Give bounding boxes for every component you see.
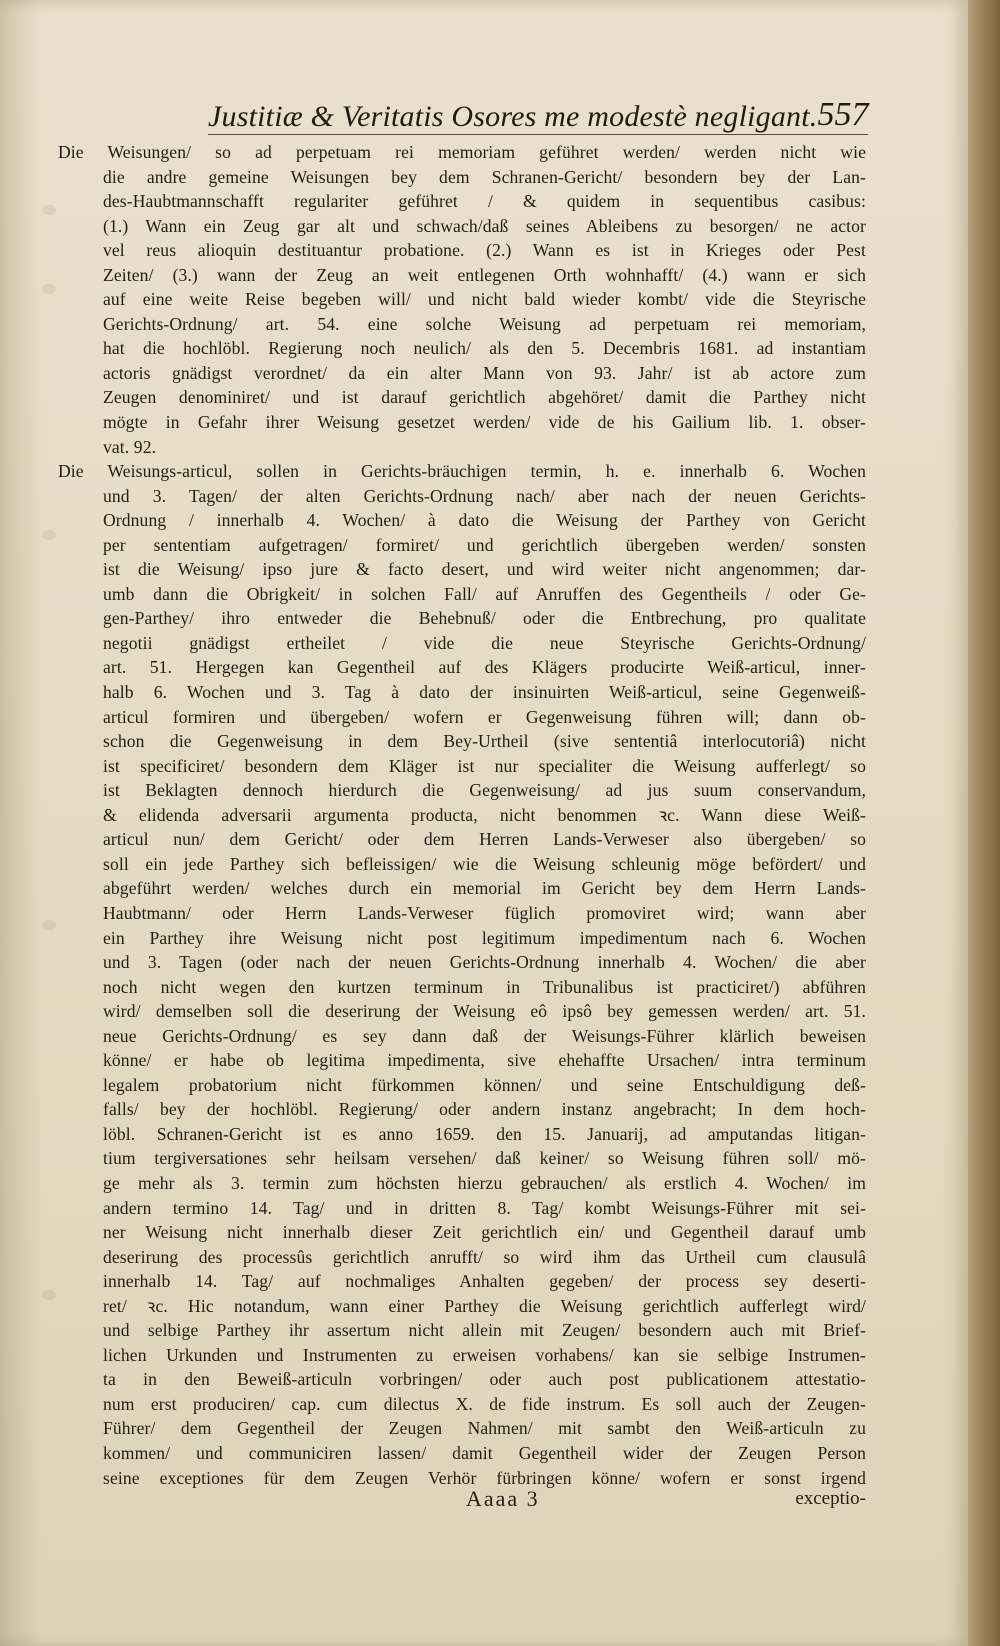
text-line: ner Weisung nicht innerhalb dieser Zeit gerichtlich ein/ und Gegentheil darauf umb <box>103 1222 866 1243</box>
text-line: seine exceptiones für dem Zeugen Verhör fürbringen könne/ wofern er sonst irgend <box>103 1467 866 1488</box>
text-line: ein Parthey ihre Weisung nicht post legitimum impedimentum nach 6. Wochen <box>103 927 866 948</box>
text-line: gen-Parthey/ ihro entweder die Behebnuß/ oder die Entbrechung, pro qualitate <box>103 608 866 629</box>
text-line: und selbige Parthey ihr assertum nicht allein mit Zeugen/ besondern auch mit Brief- <box>103 1320 866 1341</box>
text-line: lichen Urkunden und Instrumenten zu erweisen vorhabens/ kan sie selbige Instrumen- <box>103 1344 866 1365</box>
gutter-shadow <box>0 0 42 1646</box>
text-line: und 3. Tagen (oder nach der neuen Gerichts-Ordnung innerhalb 4. Wochen/ die aber <box>103 952 866 973</box>
catchword: exceptio- <box>795 1488 866 1509</box>
page-edge <box>968 0 1000 1646</box>
text-line: innerhalb 14. Tag/ auf nochmaliges Anhalten gegeben/ der process sey deserti- <box>103 1271 866 1292</box>
page-number: 557 <box>817 96 869 133</box>
text-line: löbl. Schranen-Gericht ist es anno 1659. den 15. Januarij, ad amputandas litigan- <box>103 1123 866 1144</box>
text-line: schon die Gegenweisung in dem Bey-Urtheil (sive sententiâ interlocutoriâ) nicht <box>103 731 866 752</box>
text-line: deserirung des processûs gerichtlich anrufft/ so wird ihm das Urtheil cum clausulâ <box>103 1246 866 1267</box>
text-line: Führer/ dem Gegentheil der Zeugen Nahmen/ mit sambt den Weiß-articuln zu <box>103 1418 866 1439</box>
text-line: mögte in Gefahr ihrer Weisung gesetzet werden/ vide de his Gailium lib. 1. obser- <box>103 412 866 433</box>
text-line: die andre gemeine Weisungen bey dem Schranen-Gericht/ besondern bey der Lan- <box>103 166 866 187</box>
text-line: art. 51. Hergegen kan Gegentheil auf des Klägers producirte Weiß-articul, inner- <box>103 657 866 678</box>
text-line: hat die hochlöbl. Regierung noch neulich/ als den 5. Decembris 1681. ad instantiam <box>103 338 866 359</box>
text-line: ist Beklagten dennoch hierdurch die Gegenweisung/ ad jus suum conservandum, <box>103 780 866 801</box>
text-line: noch nicht wegen den kurtzen terminum in Tribunalibus ist practiciret/) abführen <box>103 976 866 997</box>
text-line: auf eine weite Reise begeben will/ und nicht bald wieder kombt/ vide die Steyrische <box>103 289 866 310</box>
text-line: ge mehr als 3. termin zum höchsten hierzu gebrauchen/ als erstlich 4. Wochen/ im <box>103 1172 866 1193</box>
page-header <box>208 92 868 135</box>
text-line: vel reus alioquin destituantur probatione. (2.) Wann es ist in Krieges oder Pest <box>103 240 866 261</box>
text-line: und 3. Tagen/ der alten Gerichts-Ordnung nach/ aber nach der neuen Gerichts- <box>103 485 866 506</box>
text-line: ta in den Beweiß-articuln vorbringen/ oder auch post publicationem attestatio- <box>103 1369 866 1390</box>
text-line: Gerichts-Ordnung/ art. 54. eine solche Weisung ad perpetuam rei memoriam, <box>103 313 866 334</box>
bleed-through-mark <box>42 920 56 930</box>
text-line: neue Gerichts-Ordnung/ es sey dann daß der Weisungs-Führer klärlich beweisen <box>103 1025 866 1046</box>
text-line: (1.) Wann ein Zeug gar alt und schwach/daß seines Ableibens zu besorgen/ ne actor <box>103 215 866 236</box>
text-line: Zeugen denominiret/ und ist darauf gerichtlich abgehöret/ damit die Parthey nicht <box>103 387 866 408</box>
text-line: ret/ ꝛc. Hic notandum, wann einer Parthey die Weisung gerichtlich aufferlegt wird/ <box>103 1295 866 1316</box>
text-line: per sententiam aufgetragen/ formiret/ und gerichtlich übergeben werden/ sonsten <box>103 534 866 555</box>
running-head: Justitiæ & Veritatis Osores me modestè negligant. <box>208 100 818 133</box>
text-line: falls/ bey der hochlöbl. Regierung/ oder andern instanz angebracht; In dem hoch- <box>103 1099 866 1120</box>
signature-mark: Aaaa 3 <box>466 1486 540 1511</box>
text-line: kommen/ und communiciren lassen/ damit Gegentheil wider der Zeugen Person <box>103 1442 866 1463</box>
text-line: Haubtmann/ oder Herrn Lands-Verweser füglich promoviret wird; wann aber <box>103 902 866 923</box>
bleed-through-mark <box>42 284 56 294</box>
text-line: ist die Weisung/ ipso jure & facto desert, und wird weiter nicht angenommen; dar- <box>103 559 866 580</box>
text-line: num erst produciren/ cap. cum dilectus X. de fide instrum. Es soll auch der Zeugen- <box>103 1393 866 1414</box>
text-line: negotii gnädigst ertheilet / vide die neue Steyrische Gerichts-Ordnung/ <box>103 632 866 653</box>
text-line: articul nun/ dem Gericht/ oder dem Herren Lands-Verweser also übergeben/ so <box>103 829 866 850</box>
text-line: vat. 92. <box>103 436 157 457</box>
text-line: Zeiten/ (3.) wann der Zeug an weit entlegenen Orth wohnhafft/ (4.) wann er sich <box>103 264 866 285</box>
text-line: Ordnung / innerhalb 4. Wochen/ à dato die Weisung der Parthey von Gericht <box>103 510 866 531</box>
text-line: soll ein jede Parthey sich befleissigen/ wie die Weisung schleunig möge befördert/ und <box>103 853 866 874</box>
text-line: actoris gnädigst verordnet/ da ein alter Mann von 93. Jahr/ ist ab actore zum <box>103 362 866 383</box>
text-line: & elidenda adversarii argumenta producta, nicht benommen ꝛc. Wann diese Weiß- <box>103 804 866 825</box>
text-line: könne/ er habe ob legitima impedimenta, sive ehehaffte Ursachen/ intra terminum <box>103 1050 866 1071</box>
text-line: Die Weisungen/ so ad perpetuam rei memoriam geführet werden/ werden nicht wie <box>58 142 866 162</box>
text-line: ist specificiret/ besondern dem Kläger ist nur specialiter die Weisung aufferlegt/ so <box>103 755 866 776</box>
text-line: articul formiren und übergeben/ wofern er Gegenweisung führen will; dann ob- <box>103 706 866 727</box>
text-line: umb dann die Obrigkeit/ in solchen Fall/ auf Anruffen des Gegentheils / oder Ge- <box>103 583 866 604</box>
text-line: tium tergiversationes sehr heilsam versehen/ daß keiner/ so Weisung führen soll/ mö- <box>103 1148 866 1169</box>
text-line: andern termino 14. Tag/ und in dritten 8. Tag/ kombt Weisungs-Führer mit sei- <box>103 1197 866 1218</box>
text-line: des-Haubtmannschafft regulariter geführet / & quidem in sequentibus casibus: <box>103 191 866 212</box>
bleed-through-mark <box>42 205 56 215</box>
text-line: legalem probatorium nicht fürkommen können/ und seine Entschuldigung deß- <box>103 1074 866 1095</box>
bleed-through-mark <box>42 530 56 540</box>
text-line: wird/ demselben soll die deserirung der Weisung eô ipsô bey gemessen werden/ art. 51. <box>103 1001 866 1022</box>
text-line: abgeführt werden/ welches durch ein memorial im Gericht bey dem Herrn Lands- <box>103 878 866 899</box>
text-line: Die Weisungs-articul, sollen in Gerichts-bräuchigen termin, h. e. innerhalb 6. Wochen <box>58 461 866 482</box>
text-line: halb 6. Wochen und 3. Tag à dato der insinuirten Weiß-articul, seine Gegenweiß- <box>103 682 866 703</box>
page-body <box>58 140 866 1515</box>
bleed-through-mark <box>42 1290 56 1300</box>
page-footer <box>466 1484 866 1514</box>
